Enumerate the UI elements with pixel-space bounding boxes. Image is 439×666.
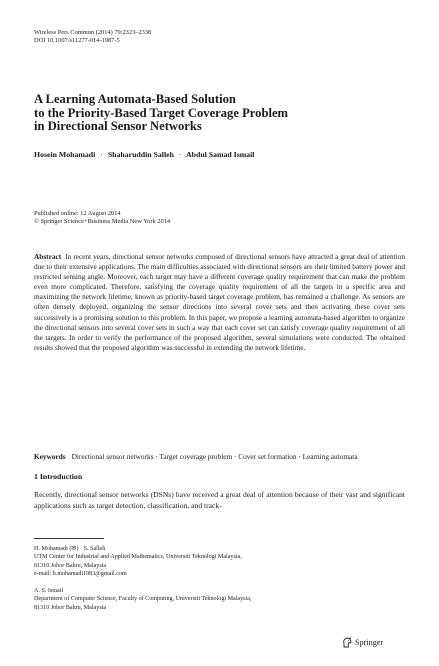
footnote-author: A. S. Ismail — [34, 588, 64, 594]
affiliation-line: 81310 Johor Bahru, Malaysia — [34, 604, 107, 611]
journal-citation: Wireless Pers Commun (2014) 79:2323–2338 — [34, 29, 152, 36]
abstract-label: Abstract — [34, 252, 62, 261]
footnote-divider — [34, 538, 104, 539]
paper-title — [34, 93, 394, 134]
section-heading: 1 Introduction — [34, 472, 83, 481]
title-line-1: A Learning Automata-Based Solution — [34, 92, 236, 106]
publisher-name: Springer — [355, 638, 384, 647]
affiliation-line: 81310 Johor Bahru, Malaysia — [34, 562, 107, 569]
abstract-text: In recent years, directional sensor networks composed of directional sensors have attracted a great deal of attention due to their extensive applications. The main difficulties associated with directional sensors are their limited battery power and restricted sensing angle. Moreover, each target may have a different coverage quality requirement that can make the problem even more complicated. Therefore, satisfying the coverage quality requirement of all the targets in a specific area and maximizing the network lifetime, known as priority-based target coverage problem, has remained a challenge. As sensors are often densely deployed, organizing the sensor directions into several cover sets and then activating these cover sets successively is a promising solution to this problem. In this paper, we propose a learning automata-based algorithm to organize the directional sensors into several cover sets in such a way that each cover set can satisfy coverage quality requirement of all the targets. In order to verify the performance of the proposed algorithm, several simulations were conducted. The obtained results showed that the proposed algorithm was successful in extending the network lifetime. — [34, 252, 405, 352]
publisher-logo — [342, 637, 383, 648]
affiliation-line: UTM Center for Industrial and Applied Mathematics, Universiti Teknologi Malaysia, — [34, 554, 242, 561]
copyright-notice: © Springer Science+Business Media New York 2014 — [34, 218, 171, 226]
keywords-label: Keywords — [34, 452, 66, 461]
email-line: e-mail: h.mohamadi1983@gmail.com — [34, 570, 127, 577]
author-name: Shaharuddin Salleh — [107, 150, 174, 159]
published-date: Published online: 12 August 2014 — [34, 210, 121, 217]
title-line-3: in Directional Sensor Networks — [34, 119, 202, 134]
introduction-text: Recently, directional sensor networks (DSNs) have received a great deal of attention because of their vast and significant applications such as target detection, classification, and track- — [34, 490, 405, 510]
keywords-text: Directional sensor networks · Target coverage problem · Cover set formation · Learning automata — [71, 452, 358, 461]
doi-line: DOI 10.1007/s11277-014-1987-5 — [34, 37, 120, 45]
title-line-2: to the Priority-Based Target Coverage Problem — [34, 105, 289, 120]
author-separator: · — [178, 150, 182, 159]
footnote-affiliation-2 — [34, 587, 414, 612]
affiliation-line: Department of Computer Science, Faculty of Computing, Universiti Teknologi Malaysia, — [34, 596, 252, 603]
author-name: Hosein Mohamadi — [34, 150, 96, 159]
abstract-block — [34, 252, 405, 353]
keywords-block — [34, 452, 405, 462]
footnote-authors: H. Mohamadi (✉) · S. Salleh — [34, 546, 106, 552]
springer-horse-icon — [342, 637, 352, 648]
author-name: Abdul Samad Ismail — [186, 150, 255, 159]
footnote-affiliation-1 — [34, 545, 414, 578]
journal-header — [34, 29, 151, 45]
author-separator: · — [100, 150, 103, 159]
author-list — [34, 150, 414, 160]
publication-info — [34, 210, 170, 227]
